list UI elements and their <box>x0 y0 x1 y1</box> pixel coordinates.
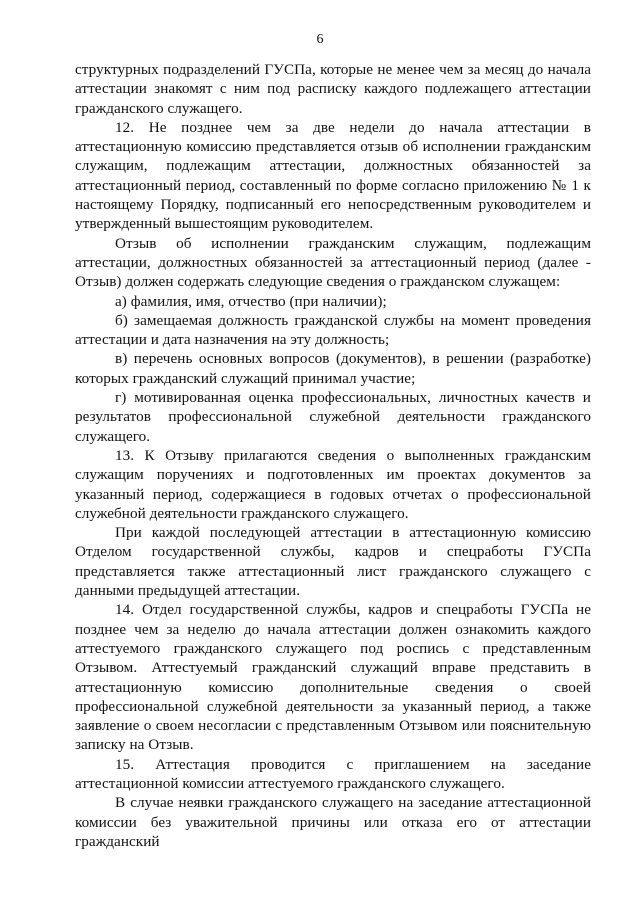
list-item-b: б) замещаемая должность гражданской службы на момент проведения аттестации и дата назначения на эту должность; <box>75 311 591 349</box>
list-item-a: а) фамилия, имя, отчество (при наличии); <box>115 292 387 310</box>
list-item-v: в) перечень основных вопросов (документов), в решении (разработке) которых гражданский служащий принимал участие; <box>75 350 591 387</box>
paragraph-clause-14: 14. Отдел государственной службы, кадров и спецработы ГУСПа не позднее чем за неделю до начала аттестации должен ознакомить каждого аттестуемого гражданского служащего под роспись с представленным Отзывом. Аттестуемый гражданский служащий вправе представить в аттестационную комиссию дополнительные сведения о своей профессиональной служебной деятельности за указанный период, а также заявление о своем несогласии с представленным Отзывом или пояснительную записку на Отзыв. <box>75 601 591 754</box>
list-item-g: г) мотивированная оценка профессиональных, личностных качеств и результатов профессиональной служебной деятельности гражданского служащего. <box>75 389 591 445</box>
page-number: 6 <box>316 32 324 47</box>
paragraph-clause-13: 13. К Отзыву прилагаются сведения о выполненных гражданским служащим поручениях и подготовленных им проектах документов за указанный период, содержащиеся в годовых отчетах о профессиональной служебной деятельности гражданского служащего. <box>75 446 591 522</box>
paragraph-non-appearance: В случае неявки гражданского служащего на заседание аттестационной комиссии без уважительной причины или отказа его от аттестации гражданский <box>75 794 591 850</box>
paragraph-continuation: структурных подразделений ГУСПа, которые не менее чем за месяц до начала аттестации знакомят с ним под расписку каждого подлежащего аттестации гражданского служащего. <box>75 61 591 117</box>
paragraph-subsequent-attestation: При каждой последующей аттестации в аттестационную комиссию Отделом государственной службы, кадров и спецработы ГУСПа представляется также аттестационный лист гражданского служащего с данными предыдущей аттестации. <box>75 524 591 600</box>
paragraph-clause-12: 12. Не позднее чем за две недели до начала аттестации в аттестационную комиссию представляется отзыв об исполнении гражданским служащим, подлежащим аттестации, должностных обязанностей за аттестационный период, составленный по форме согласно приложению № 1 к настоящему Порядку, подписанный его непосредственным руководителем и утвержденный вышестоящим руководителем. <box>75 118 591 233</box>
document-body <box>75 60 591 851</box>
paragraph-clause-15: 15. Аттестация проводится с приглашением на заседание аттестационной комиссии аттестуемого гражданского служащего. <box>75 755 591 792</box>
paragraph-review-contents: Отзыв об исполнении гражданским служащим, подлежащим аттестации, должностных обязанностей за аттестационный период (далее - Отзыв) должен содержать следующие сведения о гражданском служащем: <box>75 234 591 291</box>
